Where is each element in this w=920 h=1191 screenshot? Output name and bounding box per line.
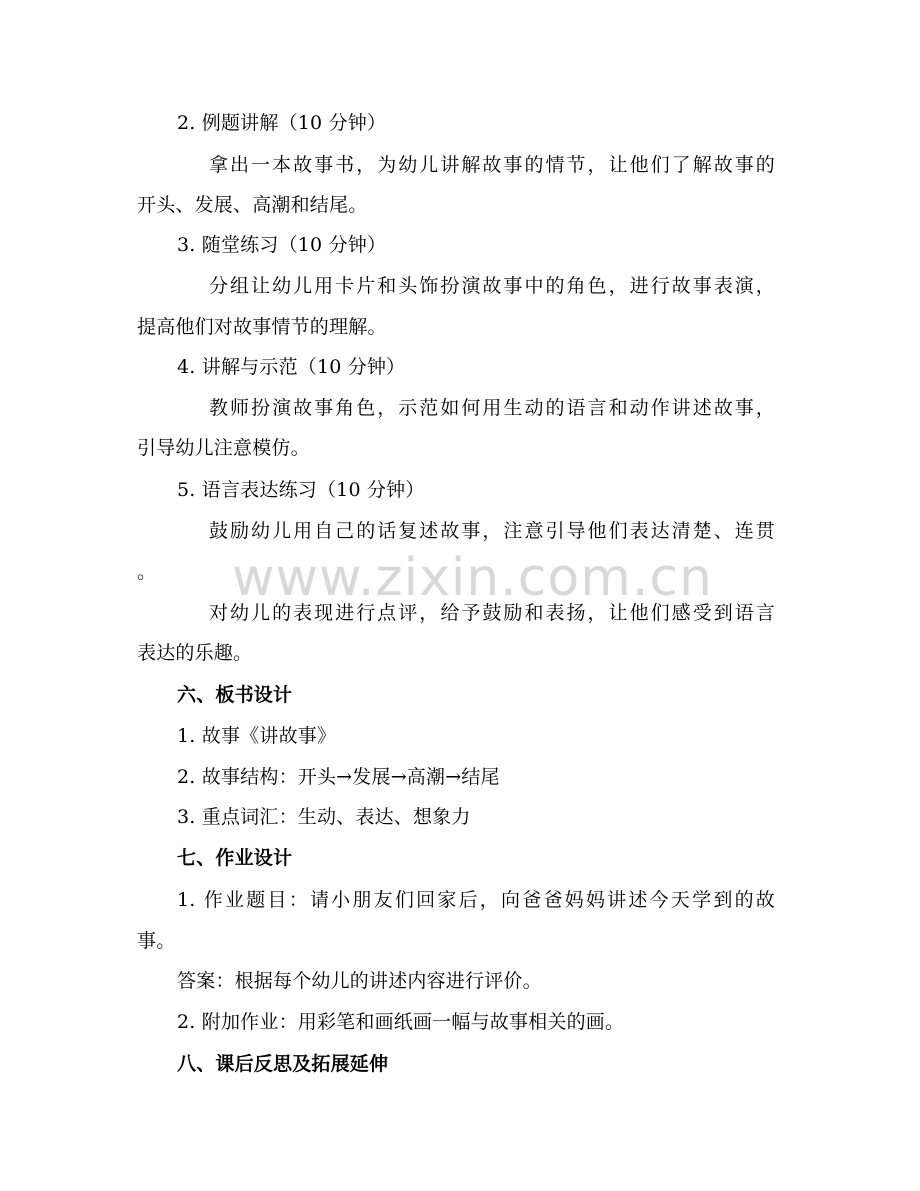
step-paragraph-line: 对幼儿的表现进行点评，给予鼓励和表扬，让他们感受到语言 [209, 602, 775, 624]
homework-answer: 答案：根据每个幼儿的讲述内容进行评价。 [177, 970, 542, 992]
watermark-text: www.zixin.com.cn [232, 548, 713, 608]
section-title-board-design: 六、板书设计 [177, 684, 293, 706]
section-title-homework: 七、作业设计 [177, 847, 293, 869]
homework-item: 2. 附加作业：用彩笔和画纸画一幅与故事相关的画。 [177, 1011, 625, 1033]
homework-item-continuation: 事。 [137, 930, 176, 952]
step-paragraph-line: 教师扮演故事角色，示范如何用生动的语言和动作讲述故事， [209, 397, 775, 419]
step-heading: 2. 例题讲解（10 分钟） [177, 112, 387, 134]
homework-item: 1. 作业题目：请小朋友们回家后，向爸爸妈妈讲述今天学到的故 [177, 889, 775, 911]
board-design-item: 3. 重点词汇：生动、表达、想象力 [177, 806, 471, 828]
step-paragraph-line: 。 [137, 561, 157, 583]
step-paragraph-line: 引导幼儿注意模仿。 [137, 437, 310, 459]
step-heading: 3. 随堂练习（10 分钟） [177, 234, 387, 256]
board-design-item: 2. 故事结构：开头→发展→高潮→结尾 [177, 766, 500, 788]
section-title-reflection: 八、课后反思及拓展延伸 [177, 1053, 389, 1075]
step-paragraph-line: 提高他们对故事情节的理解。 [137, 316, 387, 338]
step-paragraph-line: 表达的乐趣。 [137, 642, 253, 664]
step-heading: 4. 讲解与示范（10 分钟） [177, 356, 406, 378]
step-paragraph-line: 分组让幼儿用卡片和头饰扮演故事中的角色，进行故事表演， [209, 275, 775, 297]
board-design-item: 1. 故事《讲故事》 [177, 725, 337, 747]
step-heading: 5. 语言表达练习（10 分钟） [177, 479, 425, 501]
step-paragraph-line: 开头、发展、高潮和结尾。 [137, 194, 368, 216]
step-paragraph-line: 鼓励幼儿用自己的话复述故事，注意引导他们表达清楚、连贯 [209, 520, 775, 542]
step-paragraph-line: 拿出一本故事书，为幼儿讲解故事的情节，让他们了解故事的 [209, 154, 775, 176]
